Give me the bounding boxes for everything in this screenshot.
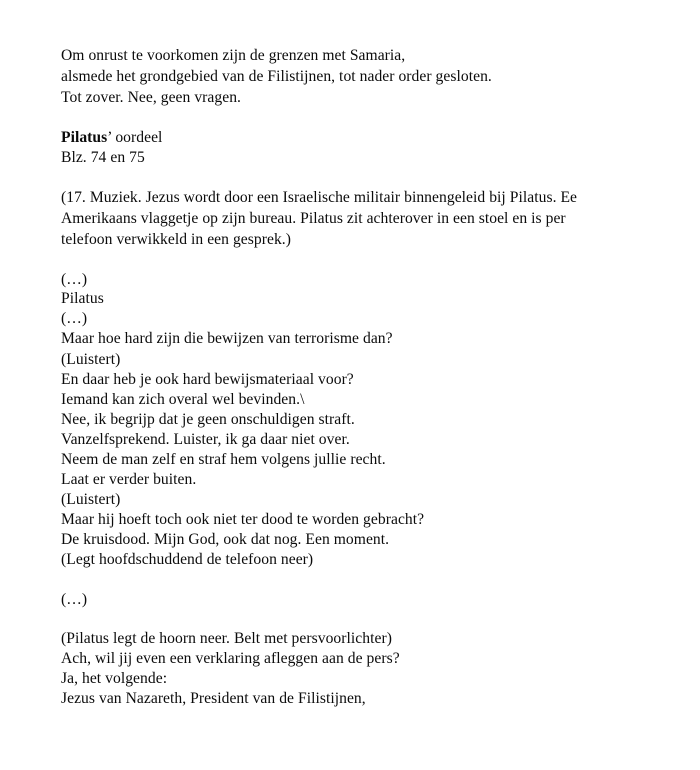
page-cutoff-mask [0,709,700,770]
section-pages: Blz. 74 en 75 [61,149,145,166]
dialogue-line: Vanzelfsprekend. Luister, ik ga daar niet over. [61,431,350,448]
stage-direction-line-2: Amerikaans vlaggetje op zijn bureau. Pilatus zit achterover in een stoel en is per [61,210,566,227]
dialogue-line: (Luistert) [61,351,121,368]
dialogue-line: Maar hij hoeft toch ook niet ter dood te worden gebracht? [61,511,425,528]
dialogue-line: (…) [61,271,88,288]
section-title-bold: Pilatus [61,129,108,146]
dialogue-line: (Luistert) [61,491,121,508]
dialogue-line: De kruisdood. Mijn God, ook dat nog. Een moment. [61,531,390,548]
dialogue-line: (…) [61,310,88,327]
ellipsis-marker: (…) [61,591,88,608]
stage-direction-line-1: (17. Muziek. Jezus wordt door een Israelische militair binnengeleid bij Pilatus. Ee [61,189,578,206]
intro-line-1: Om onrust te voorkomen zijn de grenzen met Samaria, [61,47,406,64]
dialogue-line: Ach, wil jij even een verklaring afleggen aan de pers? [61,650,400,667]
dialogue-line: Pilatus [61,290,104,307]
section-title [61,128,162,148]
dialogue-line: Ja, het volgende: [61,670,168,687]
section-title-rest: ’ oordeel [107,129,163,146]
dialogue-line: Jezus van Nazareth, President van de Filistijnen, [61,690,366,707]
dialogue-line: Maar hoe hard zijn die bewijzen van terrorisme dan? [61,330,393,347]
dialogue-line: Nee, ik begrijp dat je geen onschuldigen straft. [61,411,355,428]
dialogue-line: (Pilatus legt de hoorn neer. Belt met persvoorlichter) [61,630,392,647]
dialogue-line: En daar heb je ook hard bewijsmateriaal voor? [61,371,354,388]
dialogue-line: (Legt hoofdschuddend de telefoon neer) [61,551,314,568]
stage-direction-line-3: telefoon verwikkeld in een gesprek.) [61,231,291,248]
intro-line-2: alsmede het grondgebied van de Filistijnen, tot nader order gesloten. [61,68,492,85]
intro-line-3: Tot zover. Nee, geen vragen. [61,89,241,106]
dialogue-line: Iemand kan zich overal wel bevinden.\ [61,391,305,408]
dialogue-line: Laat er verder buiten. [61,471,197,488]
dialogue-line: Neem de man zelf en straf hem volgens jullie recht. [61,451,386,468]
